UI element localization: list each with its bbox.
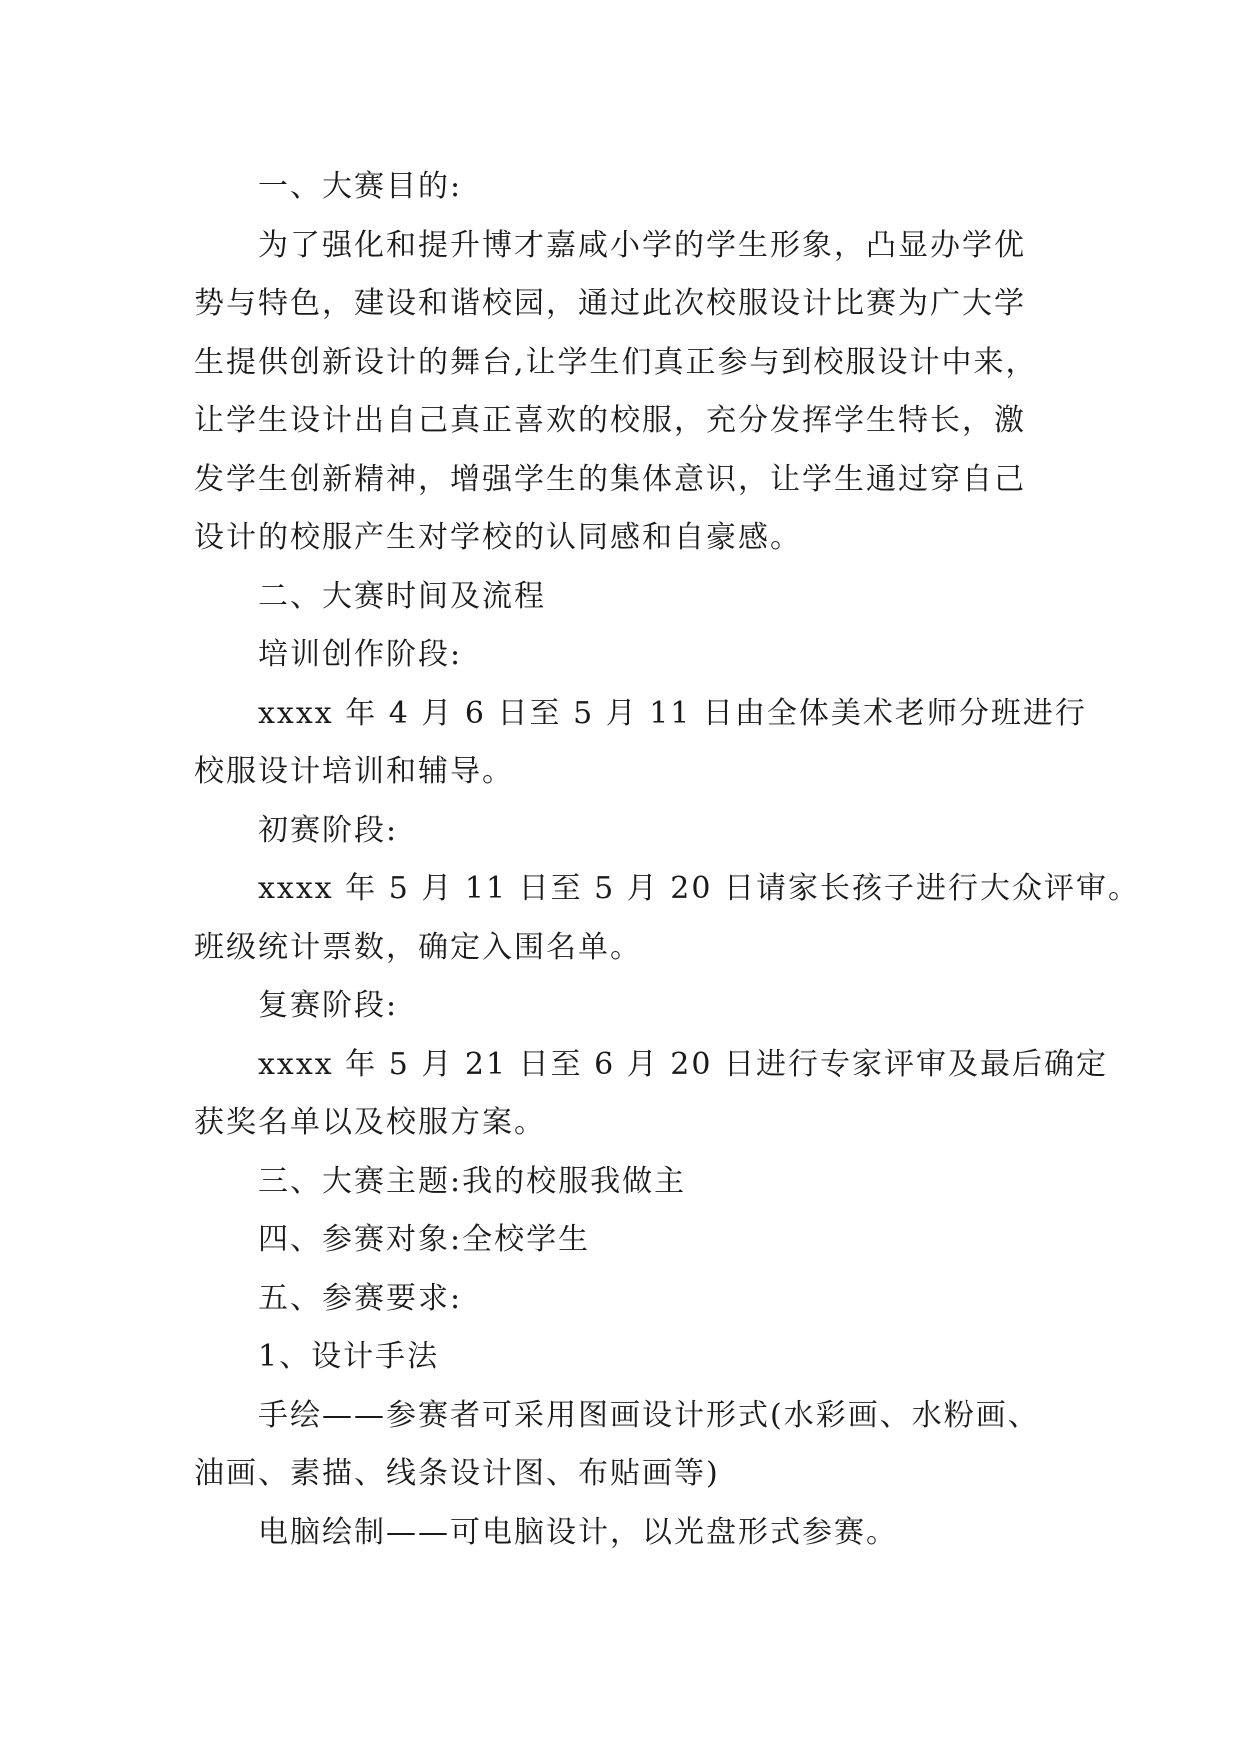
paragraph-first-line: xxxx 年 5 月 21 日至 6 月 20 日进行专家评审及最后确定 — [258, 1046, 1109, 1082]
paragraph-first-line: 为了强化和提升博才嘉咸小学的学生形象，凸显办学优 — [258, 227, 1026, 263]
paragraph-first-line: 二、大赛时间及流程 — [258, 578, 546, 614]
paragraph-first-line: 四、参赛对象:全校学生 — [258, 1222, 591, 1257]
paragraph-first-line: 1、设计手法 — [258, 1339, 440, 1374]
paragraph-first-line: xxxx 年 5 月 11 日至 5 月 20 日请家长孩子进行大众评审。 — [258, 871, 1141, 906]
paragraph-line: 校服设计培训和辅导。 — [194, 754, 514, 789]
paragraph-line: 获奖名单以及校服方案。 — [194, 1105, 546, 1140]
paragraph-first-line: 三、大赛主题:我的校服我做主 — [258, 1163, 687, 1199]
paragraph-first-line: 培训创作阶段: — [258, 637, 463, 672]
paragraph-first-line: xxxx 年 4 月 6 日至 5 月 11 日由全体美术老师分班进行 — [258, 695, 1087, 731]
paragraph-first-line: 电脑绘制——可电脑设计，以光盘形式参赛。 — [258, 1514, 898, 1550]
paragraph-line: 生提供创新设计的舞台,让学生们真正参与到校服设计中来， — [194, 344, 1038, 380]
paragraph-first-line: 初赛阶段: — [258, 812, 399, 848]
paragraph-first-line: 手绘——参赛者可采用图画设计形式(水彩画、水粉画、 — [258, 1397, 1040, 1433]
paragraph-line: 油画、素描、线条设计图、布贴画等) — [194, 1456, 720, 1491]
paragraph-line: 发学生创新精神，增强学生的集体意识，让学生通过穿自己 — [194, 461, 1026, 497]
paragraph-line: 班级统计票数，确定入围名单。 — [194, 929, 642, 965]
paragraph-line: 让学生设计出自己真正喜欢的校服，充分发挥学生特长，激 — [194, 403, 1026, 438]
paragraph-first-line: 五、参赛要求: — [258, 1280, 463, 1316]
paragraph-first-line: 复赛阶段: — [258, 988, 399, 1023]
paragraph-first-line: 一、大赛目的: — [258, 169, 463, 204]
paragraph-line: 势与特色，建设和谐校园，通过此次校服设计比赛为广大学 — [194, 286, 1026, 321]
document-body — [194, 158, 1141, 1562]
paragraph-line: 设计的校服产生对学校的认同感和自豪感。 — [194, 520, 802, 555]
